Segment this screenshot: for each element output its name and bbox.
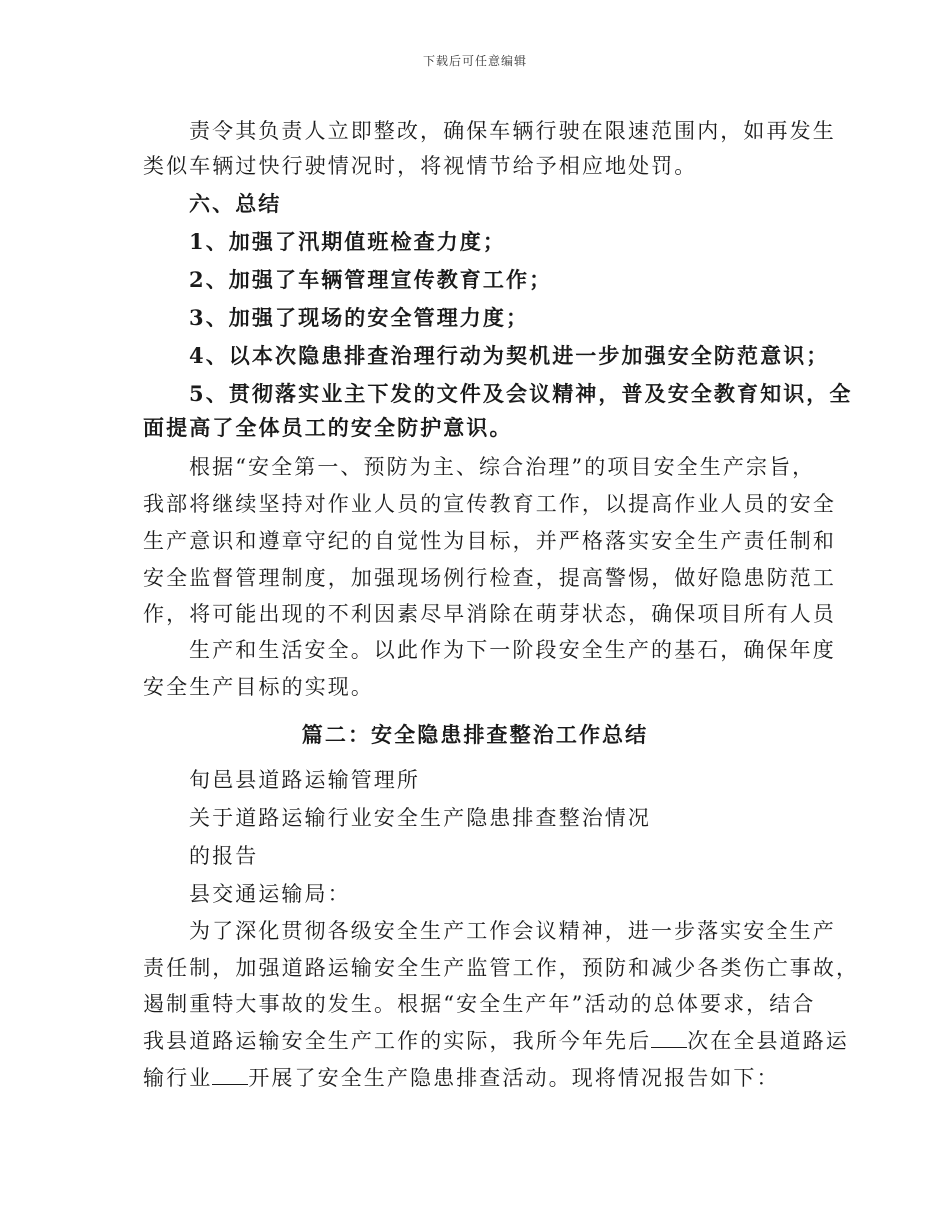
addressee: 县交通运输局： bbox=[189, 882, 351, 906]
page-header-note: 下载后可任意编辑 bbox=[422, 54, 527, 68]
paragraph-line: 遏制重特大事故的发生。根据“安全生产年”活动的总体要求，结合 bbox=[143, 992, 816, 1016]
paragraph-line: 生产和生活安全。以此作为下一阶段安全生产的基石，确保年度 bbox=[189, 638, 836, 662]
paragraph-line: 我部将继续坚持对作业人员的宣传教育工作，以提高作业人员的安全 bbox=[143, 492, 836, 516]
fill-in-blank bbox=[212, 1064, 248, 1085]
paragraph-line bbox=[143, 1027, 849, 1055]
summary-item-1: 1、加强了汛期值班检查力度； bbox=[189, 229, 507, 254]
summary-item-2: 2、加强了车辆管理宣传教育工作； bbox=[189, 267, 553, 292]
paragraph-line: 类似车辆过快行驶情况时，将视情节给予相应地处罚。 bbox=[143, 154, 698, 178]
text-segment: 我县道路运输安全生产工作的实际，我所今年先后 bbox=[143, 1029, 652, 1053]
paragraph-line: 生产意识和遵章守纪的自觉性为目标，并严格落实安全生产责任制和 bbox=[143, 529, 836, 553]
paragraph-line: 根据“安全第一、预防为主、综合治理”的项目安全生产宗旨， bbox=[189, 455, 816, 479]
summary-item-4: 4、以本次隐患排查治理行动为契机进一步加强安全防范意识； bbox=[189, 343, 830, 368]
paragraph-line bbox=[143, 1064, 780, 1092]
text-segment: 输行业 bbox=[143, 1066, 213, 1090]
summary-item-3: 3、加强了现场的安全管理力度； bbox=[189, 305, 530, 330]
summary-item-5: 5、贯彻落实业主下发的文件及会议精神，普及安全教育知识，全 bbox=[189, 381, 853, 406]
paragraph-line: 为了深化贯彻各级安全生产工作会议精神，进一步落实安全生产 bbox=[189, 919, 836, 943]
section-heading: 篇二：安全隐患排查整治工作总结 bbox=[301, 722, 649, 747]
report-subject: 关于道路运输行业安全生产隐患排查整治情况 bbox=[189, 806, 651, 830]
paragraph-line: 责任制，加强道路运输安全生产监管工作，预防和减少各类伤亡事故， bbox=[143, 956, 860, 980]
paragraph-line: 作，将可能出现的不利因素尽早消除在萌芽状态，确保项目所有人员 bbox=[143, 602, 836, 626]
organization-name: 旬邑县道路运输管理所 bbox=[189, 768, 420, 792]
summary-item-5-cont: 面提高了全体员工的安全防护意识。 bbox=[143, 415, 513, 440]
paragraph-line: 安全监督管理制度，加强现场例行检查，提高警惕，做好隐患防范工 bbox=[143, 566, 836, 590]
paragraph-line: 安全生产目标的实现。 bbox=[143, 675, 374, 699]
text-segment: 次在全县道路运 bbox=[687, 1029, 849, 1053]
report-subject-cont: 的报告 bbox=[189, 844, 259, 868]
text-segment: 开展了安全生产隐患排查活动。现将情况报告如下： bbox=[248, 1066, 780, 1090]
paragraph-line: 责令其负责人立即整改，确保车辆行驶在限速范围内，如再发生 bbox=[189, 119, 836, 143]
section-title: 六、总结 bbox=[189, 191, 282, 216]
fill-in-blank bbox=[651, 1027, 687, 1048]
